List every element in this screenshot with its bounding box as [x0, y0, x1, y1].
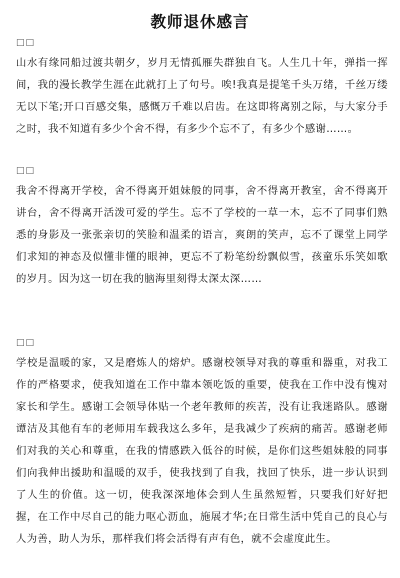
section-marker: □□ [16, 166, 36, 176]
paragraph-2: 我舍不得离开学校，舍不得离开姐妹般的同事，舍不得离开教室，舍不得离开讲台，舍不得离开活泼可爱的学生。忘不了学校的一草一木，忘不了同事们熟悉的身影及一张张亲切的笑脸和温柔的语言，爽朗的笑声，忘不了课堂上同学们求知的神态及似懂非懂的眼神，更忘不了粉笔纷纷飘似雪，孩童乐乐笑如歌的岁月。因为这一切在我的脑海里刻得太深太深…… [16, 185, 388, 285]
section-marker: □□ [16, 338, 36, 348]
paragraph-3: 学校是温暖的家，又是磨炼人的熔炉。感谢校领导对我的尊重和器重，对我工作的严格要求，使我知道在工作中靠本领吃饭的重要，使我在工作中没有愧对家长和学生。感谢工会领导体贴一个老年教师的疾苦，没有让我迷路队。感谢谭洁及其他有车的老师用车载我这么多年，是我减少了疾病的痛苦。感谢老师们对我的关心和尊重，在我的情感跌入低谷的时候，是你们这些姐妹般的同事们向我伸出援助和温暖的双手，使我找到了自我，找回了快乐，进一步认识到了人生的价值。这一切，使我深深地体会到人生虽然短暂，只要我们好好把握，在工作中尽自己的能力呕心沥血，施展才华;在日常生活中凭自己的良心与人为善，助人为乐，那样我们将会活得有声有色，就不会虚度此生。 [16, 357, 388, 545]
section-marker: □□ [16, 38, 36, 48]
paragraph-1: 山水有缘同船过渡共朝夕，岁月无情孤雁失群独自飞。人生几十年，弹指一挥间，我的漫长教学生涯在此就打上了句号。唉!我真是提笔千头万绪，千丝万缕无以下笔;开口百感交集，感慨万千难以启齿。在这即将离别之际，与大家分手之时，我不知道有多少个舍不得，有多少个忘不了，有多少个感谢……。 [16, 57, 388, 135]
document-title: 教师退休感言 [150, 13, 250, 31]
